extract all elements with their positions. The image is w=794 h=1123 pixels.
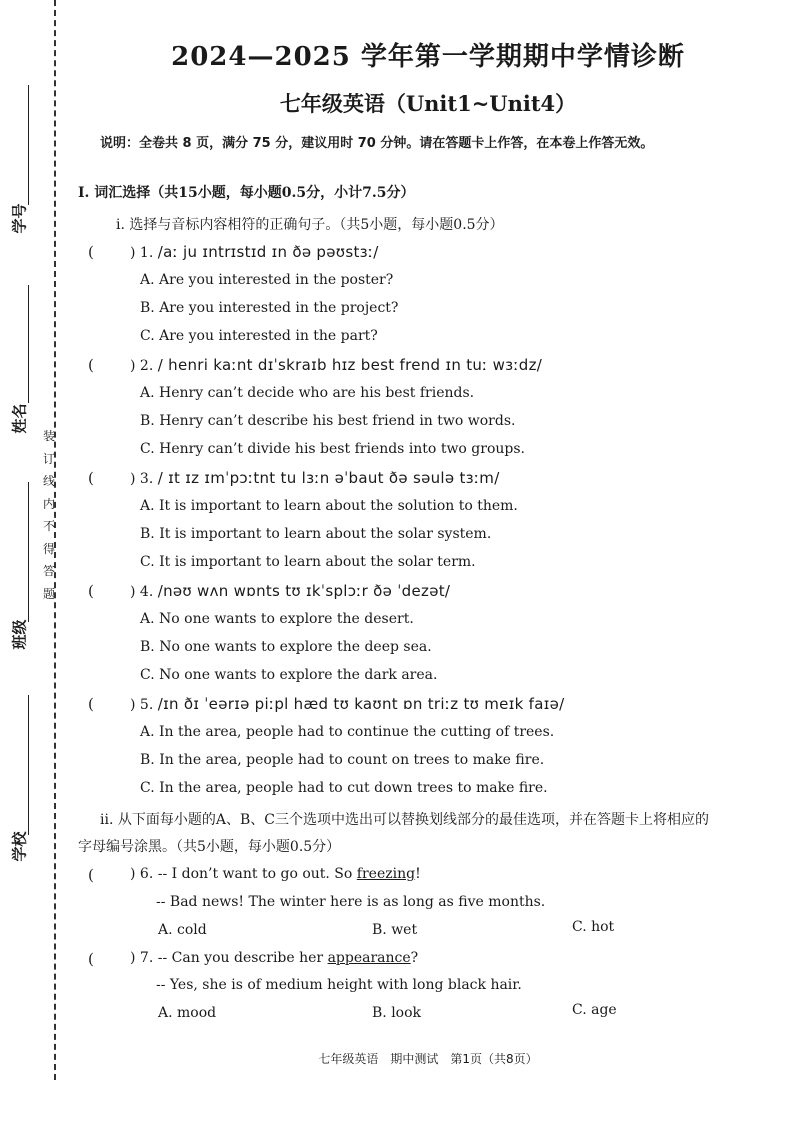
phonetic-transcription: /aː ju ɪntrɪstɪd ɪn ðə pəʊstɜː/ — [157, 243, 379, 261]
phonetic-transcription: / henri kaːnt dɪˈskraɪb hɪz best frend ɪn tuː wɜːdz/ — [157, 356, 543, 374]
phonetic-transcription: /ɪn ðɪ ˈeərɪə piːpl hæd tʊ kaʊnt ɒn triːz tʊ meɪk faɪə/ — [157, 695, 565, 713]
answer-blank-4[interactable]: ( — [88, 582, 94, 600]
binding-note: 装订线内不得答题 — [42, 429, 55, 601]
answer-blank-2[interactable]: ( — [88, 356, 94, 374]
underlined-word: freezing — [356, 866, 416, 882]
question-6-reply: -- Bad news! The winter here is as long as five months. — [156, 894, 546, 910]
exam-instructions: 说明：全卷共 8 页，满分 75 分，建议用时 70 分钟。请在答题卡上作答，在本卷上作答无效。 — [100, 136, 654, 151]
option-6b: B. wet — [372, 922, 418, 938]
name-line[interactable] — [28, 285, 29, 403]
option-3b: B. It is important to learn about the solar system. — [140, 526, 492, 542]
option-2a: A. Henry can’t decide who are his best friends. — [140, 385, 475, 401]
answer-blank-1[interactable]: ( — [88, 243, 94, 261]
question-number: ) 2. — [130, 358, 154, 374]
option-4b: B. No one wants to explore the deep sea. — [140, 639, 432, 655]
option-1a: A. Are you interested in the poster? — [140, 272, 394, 288]
student-id-line[interactable] — [28, 85, 29, 205]
option-5b: B. In the area, people had to count on trees to make fire. — [140, 752, 545, 768]
question-number: ) 3. — [130, 471, 154, 487]
option-1c: C. Are you interested in the part? — [140, 328, 378, 344]
part-i-instruction: i. 选择与音标内容相符的正确句子。（共5小题，每小题0.5分） — [116, 217, 504, 233]
exam-title: 2024—2025 学年第一学期期中学情诊断 — [171, 42, 685, 72]
question-punct: ? — [410, 950, 419, 966]
class-label: 班级 — [10, 619, 29, 650]
question-text: -- I don’t want to go out. So — [157, 866, 357, 882]
question-number: ) 7. — [130, 950, 154, 966]
question-number: ) 6. — [130, 866, 154, 882]
part-ii-instruction-line2: 字母编号涂黑。（共5小题，每小题0.5分） — [78, 839, 341, 855]
question-7-reply: -- Yes, she is of medium height with long black hair. — [156, 977, 522, 993]
option-5c: C. In the area, people had to cut down trees to make fire. — [140, 780, 548, 796]
question-punct: ! — [415, 866, 421, 882]
option-7b: B. look — [372, 1005, 422, 1021]
phonetic-transcription: / ɪt ɪz ɪmˈpɔːtnt tu lɜːn əˈbaut ðə səulə tɜːm/ — [157, 469, 500, 487]
question-2 — [130, 356, 542, 374]
question-5 — [130, 695, 564, 713]
question-1 — [130, 243, 379, 261]
name-label: 姓名 — [10, 403, 29, 434]
option-3a: A. It is important to learn about the solution to them. — [140, 498, 518, 514]
underlined-word: appearance — [327, 950, 411, 966]
option-5a: A. In the area, people had to continue the cutting of trees. — [140, 724, 555, 740]
option-6c: C. hot — [572, 919, 615, 935]
question-4 — [130, 582, 450, 600]
option-7c: C. age — [572, 1002, 617, 1018]
class-line[interactable] — [28, 482, 29, 622]
question-6 — [130, 866, 421, 882]
part-ii-instruction-line1: ii. 从下面每小题的A、B、C三个选项中选出可以替换划线部分的最佳选项，并在答题卡上将相应的 — [100, 812, 709, 828]
school-line[interactable] — [28, 695, 29, 835]
option-2b: B. Henry can’t describe his best friend in two words. — [140, 413, 516, 429]
answer-blank-3[interactable]: ( — [88, 469, 94, 487]
page-footer: 七年级英语 期中测试 第1页（共8页） — [318, 1052, 538, 1066]
answer-blank-5[interactable]: ( — [88, 695, 94, 713]
phonetic-transcription: /nəʊ wʌn wɒnts tʊ ɪkˈsplɔːr ðə ˈdezət/ — [157, 582, 451, 600]
option-3c: C. It is important to learn about the solar term. — [140, 554, 476, 570]
option-4c: C. No one wants to explore the dark area. — [140, 667, 438, 683]
question-number: ) 4. — [130, 584, 154, 600]
question-number: ) 5. — [130, 697, 154, 713]
option-7a: A. mood — [158, 1005, 217, 1021]
binding-sidebar — [0, 0, 62, 1123]
question-3 — [130, 469, 500, 487]
question-text: -- Can you describe her — [157, 950, 328, 966]
option-2c: C. Henry can’t divide his best friends into two groups. — [140, 441, 525, 457]
exam-subtitle: 七年级英语（Unit1~Unit4） — [279, 91, 577, 116]
student-id-label: 学号 — [10, 203, 29, 234]
option-4a: A. No one wants to explore the desert. — [140, 611, 414, 627]
question-7 — [130, 950, 418, 966]
question-number: ) 1. — [130, 245, 154, 261]
school-label: 学校 — [10, 831, 29, 862]
section-1-title: I. 词汇选择（共15小题，每小题0.5分，小计7.5分） — [78, 185, 415, 201]
option-6a: A. cold — [158, 922, 207, 938]
option-1b: B. Are you interested in the project? — [140, 300, 399, 316]
answer-blank-6[interactable]: ( — [88, 866, 94, 884]
answer-blank-7[interactable]: ( — [88, 950, 94, 968]
